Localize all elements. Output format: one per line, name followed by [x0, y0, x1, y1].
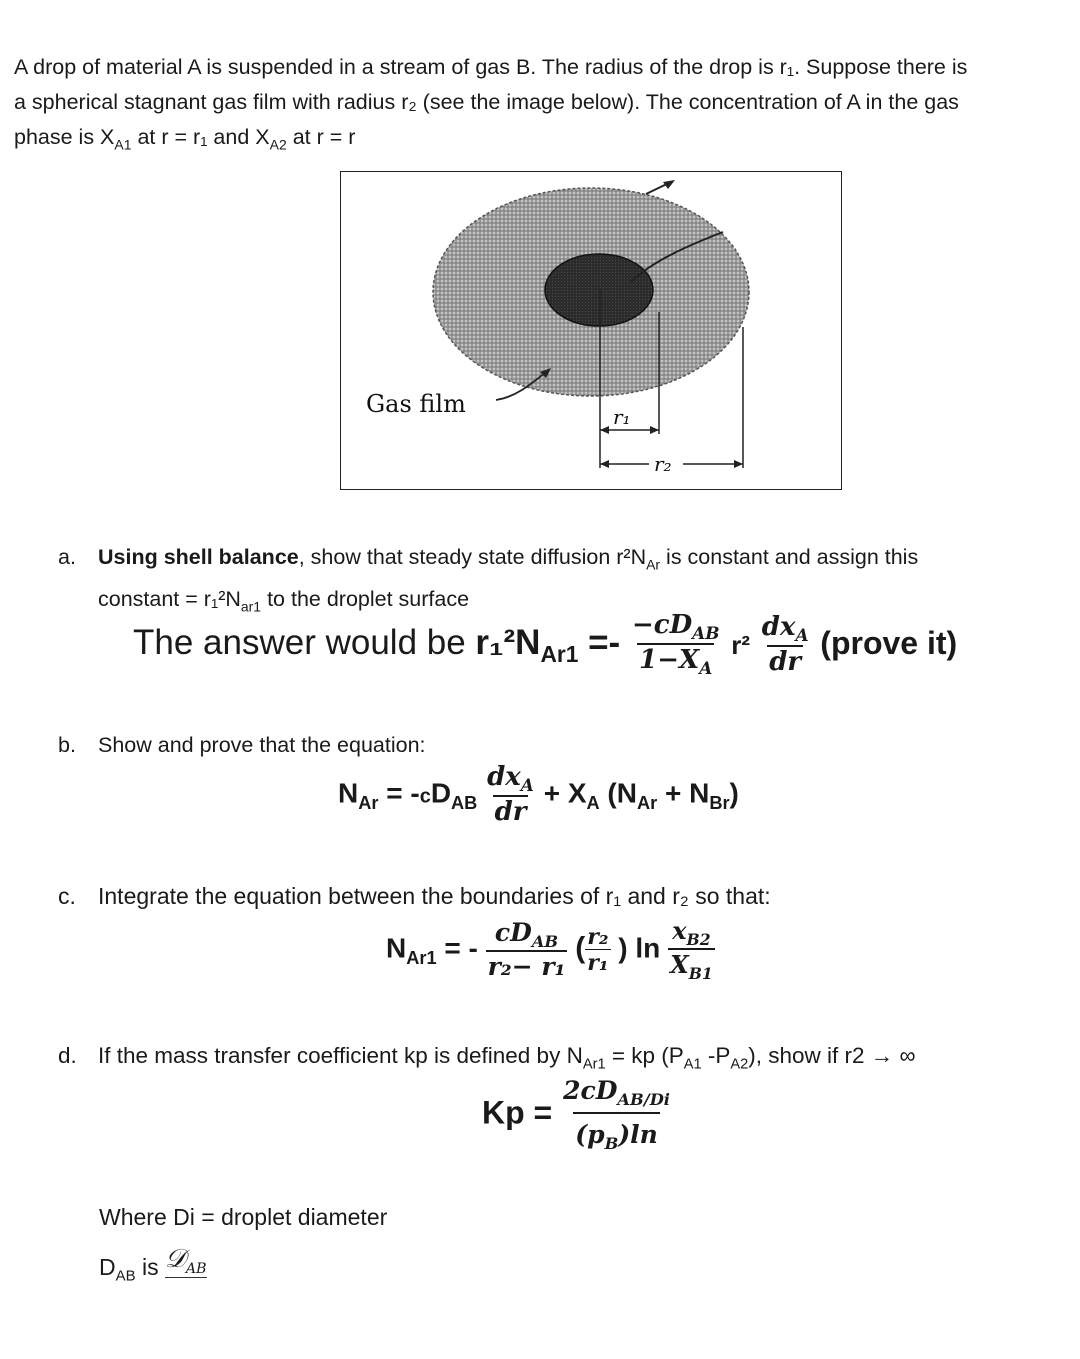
- part-c-equation: $N_{Ar1}$ = - $\frac{cD_{AB}}{\text{r₂− r₁}}$ ( $\frac{\text{r₂}}{\text{r₁}}$ ) ln $\frac{x_{B2}}{X_{B1}}$: [386, 916, 713, 983]
- part-d-equation: Kp = $\frac{2cD_{AB/Di}}{(p_B)\ln}$: [482, 1076, 670, 1154]
- part-c-fraction-1: $\frac{cD_{AB}}{\text{r₂− r₁}}$: [487, 918, 566, 982]
- dab-definition: $D_{AB}$ is 𝒟$_{AB}$: [99, 1244, 207, 1285]
- part-a-line-1: a. Using shell balance, show that steady state diffusion $r^2N_{Ar}$ is constant and assign this: [58, 545, 919, 573]
- intro-line-3: phase is $X_{A1}$ at r = r₁ and $X_{A2}$ at r = r: [14, 125, 356, 153]
- answer-fraction-2: $\frac{dx_A}{dr}$: [761, 611, 809, 677]
- answer-fraction-1: $\frac{-cD_{AB}}{1-X_A}$: [631, 610, 720, 679]
- r1-label: r₁: [613, 405, 631, 429]
- where-di-note: Where Di = droplet diameter: [99, 1204, 388, 1230]
- dab-symbol: 𝒟$_{AB}$: [164, 1244, 207, 1278]
- part-c: c. Integrate the equation between the boundaries of r₁ and r₂ so that:: [58, 883, 771, 909]
- part-a-answer: The answer would be $r_1^2N_{Ar1}$ =- $\frac{-cD_{AB}}{1-X_A}$ r² $\frac{dx_A}{dr}$ (prove it): [133, 610, 958, 679]
- part-a-line-2: constant = $r_1^2N_{ar1}$ to the droplet surface: [98, 587, 470, 615]
- r2-label: r₂: [654, 452, 672, 476]
- part-b: b. Show and prove that the equation:: [58, 733, 426, 757]
- gas-film-figure: [340, 171, 842, 490]
- problem-statement: [14, 50, 1070, 162]
- droplet: [545, 254, 653, 326]
- gas-film-diagram: [341, 172, 840, 488]
- part-c-fraction-2: $\frac{\text{r₂}}{\text{r₁}}$: [587, 923, 609, 976]
- part-c-fraction-3: $\frac{x_{B2}}{X_{B1}}$: [670, 916, 713, 983]
- intro-line-2: a spherical stagnant gas film with radius r₂ (see the image below). The concentration of A in the gas: [14, 90, 959, 114]
- part-d: d. If the mass transfer coefficient kp is defined by $N_{Ar1}$ = kp ($P_{A1}$ $-P_{A2}$), show if r2 → ∞: [58, 1043, 916, 1073]
- part-b-equation: $N_{Ar} = -cD_{AB}$ $\frac{dx_A}{dr}$ + $X_A$ $(N_{Ar} + N_{Br})$: [338, 762, 739, 827]
- part-d-fraction: $\frac{2cD_{AB/Di}}{(p_B)\ln}$: [563, 1076, 670, 1154]
- part-b-fraction: $\frac{dx_A}{dr}$: [487, 762, 534, 827]
- gas-film-label: Gas film: [366, 390, 466, 418]
- intro-line-1: A drop of material A is suspended in a stream of gas B. The radius of the drop is r₁. Suppose there is: [14, 55, 968, 79]
